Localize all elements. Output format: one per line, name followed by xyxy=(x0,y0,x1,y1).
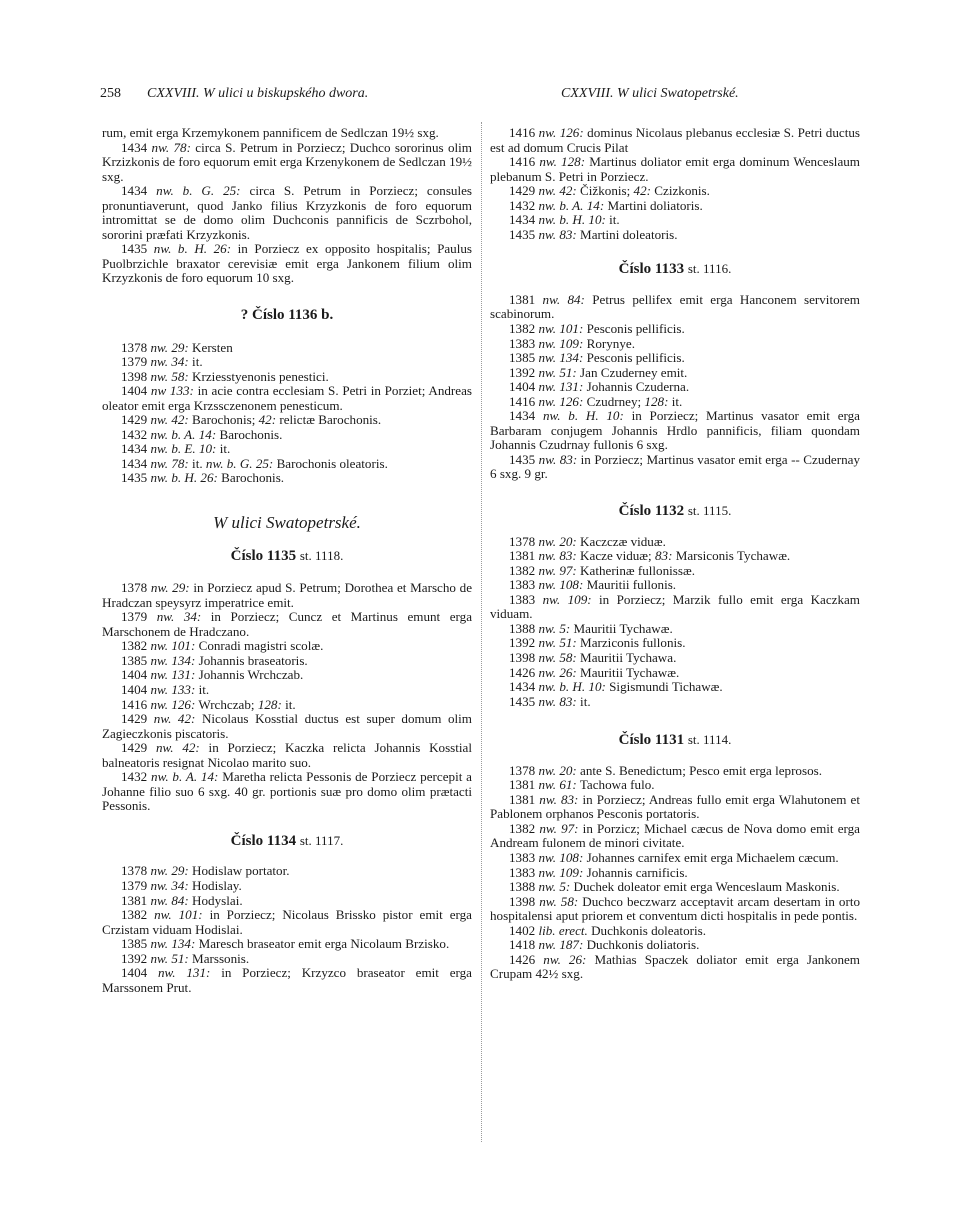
paragraph: 1435 nw. b. H. 26: in Porziecz ex opposito hospitalis; Paulus Puolbrzichle braxator cerevisiæ emit erga Jankonem filium olim Krzyzkonis de foro equorum 10 sxg. xyxy=(102,241,472,286)
entry-line: 1378 nw. 20: Kaczczæ viduæ. xyxy=(509,533,666,549)
page-number: 258 xyxy=(100,86,121,101)
entry-line: 1404 nw 133: in acie contra ecclesiam S. Petri in Porziet; Andreas oleator emit erga Krzssczenonem penesticum. xyxy=(102,383,472,413)
running-title-left: CXXVIII. W ulici u biskupského dwora. xyxy=(147,86,369,101)
entry-line: 1404 nw. 131: Johannis Czuderna. xyxy=(509,379,690,395)
entry-line: 1383 nw. 108: Johannes carnifex emit erga Michaelem cæcum. xyxy=(509,849,839,865)
entry-line: 1385 nw. 134: Johannis braseatoris. xyxy=(121,652,308,668)
entry-line: 1432 nw. b. A. 14: Barochonis. xyxy=(121,426,283,442)
entry-line: 1385 nw. 134: Maresch braseator emit erga Nicolaum Brzisko. xyxy=(121,936,450,952)
left-column xyxy=(102,126,472,995)
entry-line: 1398 nw. 58: Duchco beczwarz acceptavit arcam desertam in orto hospitalensi aput priorem et conventum dicti hospitalis in pede pontis. xyxy=(490,893,861,924)
entry-line: 1381 nw. 84: Petrus pellifex emit erga Hanconem servitorem scabinorum. xyxy=(490,291,860,322)
entry-line: 1382 nw. 101: Conradi magistri scolæ. xyxy=(121,638,324,654)
entry-line: 1435 nw. 83: Martini doleatoris. xyxy=(509,226,678,242)
entry-line: 1378 nw. 20: ante S. Benedictum; Pesco emit erga leprosos. xyxy=(509,762,822,778)
entry-line: 1435 nw. 83: in Porziecz; Martinus vasator emit erga -- Czudernay 6 sxg. 9 gr. xyxy=(490,451,860,482)
entry-line: 1381 nw. 84: Hodyslai. xyxy=(121,892,243,908)
entry-line: 1382 nw. 101: Pesconis pellificis. xyxy=(509,321,685,337)
entry-line: 1379 nw. 34: Hodislay. xyxy=(121,877,242,893)
entry-line: 1416 nw. 126: dominus Nicolaus plebanus ecclesiæ S. Petri ductus est ad domum Crucis Pilat xyxy=(490,125,860,155)
entry-line: 1383 nw. 109: in Porziecz; Marzik fullo emit erga Kaczkam viduam. xyxy=(490,591,860,622)
entry-line: 1392 nw. 51: Jan Czuderney emit. xyxy=(509,364,688,380)
entry-line: 1382 nw. 101: in Porziecz; Nicolaus Brissko pistor emit erga Crzistam viduam Hodislai. xyxy=(102,907,472,937)
entry-line: 1416 nw. 126: Wrchczab; 128: it. xyxy=(121,696,296,712)
entry-line: 1378 nw. 29: in Porziecz apud S. Petrum; Dorothea et Marscho de Hradczan speysyrz imperatrice emit. xyxy=(102,580,473,610)
entry-line: 1435 nw. b. H. 26: Barochonis. xyxy=(121,470,285,486)
entry-line: 1404 nw. 133: it. xyxy=(121,681,210,697)
right-column xyxy=(490,126,860,982)
entry-line: 1382 nw. 97: Katherinæ fullonissæ. xyxy=(509,562,695,578)
entry-line: 1404 nw. 131: Johannis Wrchczab. xyxy=(121,667,304,683)
entry-line: 1434 nw. 78: it. nw. b. G. 25: Barochonis oleatoris. xyxy=(121,455,388,471)
paragraph: rum, emit erga Krzemykonem pannificem de Sedlczan 19½ sxg. xyxy=(102,125,439,140)
entry-line: 1429 nw. 42: Čižkonis; 42: Czizkonis. xyxy=(509,183,710,199)
entry-line: 1385 nw. 134: Pesconis pellificis. xyxy=(509,350,685,366)
entry-line: 1392 nw. 51: Marssonis. xyxy=(121,950,250,966)
section-heading-1131: Číslo 1131 st. 1114. xyxy=(618,732,732,749)
entry-line: 1402 lib. erect. Duchkonis doleatoris. xyxy=(509,922,706,938)
entry-line: 1383 nw. 109: Rorynye. xyxy=(509,335,635,351)
column-divider xyxy=(481,122,482,1142)
entry-line: 1388 nw. 5: Duchek doleator emit erga Wenceslaum Maskonis. xyxy=(509,879,840,895)
entry-line: 1404 nw. 131: in Porziecz; Krzyzco braseator emit erga Marssonem Prut. xyxy=(102,965,472,995)
entry-line: 1381 nw. 61: Tachowa fulo. xyxy=(509,777,655,793)
entry-line: 1426 nw. 26: Mathias Spaczek doliator emit erga Jankonem Crupam 42½ sxg. xyxy=(490,951,860,982)
entry-line: 1432 nw. b. A. 14: Martini doliatoris. xyxy=(509,197,703,213)
entry-line: 1418 nw. 187: Duchkonis doliatoris. xyxy=(509,937,700,953)
entry-line: 1398 nw. 58: Mauritii Tychawa. xyxy=(509,649,677,665)
entry-line: 1383 nw. 108: Mauritii fullonis. xyxy=(509,577,677,593)
entry-line: 1381 nw. 83: Kacze viduæ; 83: Marsiconis Tychawæ. xyxy=(509,548,791,564)
running-title-right: CXXVIII. W ulici Swatopetrské. xyxy=(561,86,739,101)
entry-line: 1379 nw. 34: in Porziecz; Cuncz et Martinus emunt erga Marschonem de Hradczano. xyxy=(102,609,473,639)
street-heading: W ulici Swatopetrské. xyxy=(213,513,361,533)
entry-line: 1383 nw. 109: Johannis carnificis. xyxy=(509,864,688,880)
entry-line: 1381 nw. 83: in Porziecz; Andreas fullo emit erga Wlahutonem et Pablonem orphanos Pesconis portatoris. xyxy=(490,791,860,822)
entry-line: 1388 nw. 5: Mauritii Tychawæ. xyxy=(509,620,673,636)
entry-line: 1398 nw. 58: Krziesstyenonis penestici. xyxy=(121,368,329,384)
section-heading-1132: Číslo 1132 st. 1115. xyxy=(618,503,732,520)
section-heading-1136b: ? Číslo 1136 b. xyxy=(240,307,334,324)
section-heading-1134: Číslo 1134 st. 1117. xyxy=(230,832,344,849)
section-heading-1135: Číslo 1135 st. 1118. xyxy=(230,547,344,564)
entry-line: 1426 nw. 26: Mauritii Tychawæ. xyxy=(509,664,680,680)
entry-line: 1416 nw. 128: Martinus doliator emit erga dominum Wenceslaum plebanum S. Petri in Porziecz. xyxy=(490,154,860,184)
entry-line: 1392 nw. 51: Marziconis fullonis. xyxy=(509,635,686,651)
paragraph: 1434 nw. b. G. 25: circa S. Petrum in Porziecz; consules pronuntiaverunt, quod Janko filius Krzyzkonis de foro equorum intromittat se de domo olim Duchconis pannificis de Sczrbohol, sororini præfati Krzyzkonis. xyxy=(102,183,473,242)
entry-line: 1429 nw. 42: Nicolaus Kosstial ductus est super domum olim Zagieczkonis piscatoris. xyxy=(102,711,472,741)
entry-line: 1382 nw. 97: in Porzicz; Michael cæcus de Nova domo emit erga Andream fulonem de minori civitate. xyxy=(490,820,860,851)
entry-line: 1416 nw. 126: Czudrney; 128: it. xyxy=(509,393,683,409)
entry-line: 1434 nw. b. E. 10: it. xyxy=(121,441,231,457)
entry-line: 1434 nw. b. H. 10: Sigismundi Tichawæ. xyxy=(509,679,723,695)
entry-line: 1432 nw. b. A. 14: Maretha relicta Pessonis de Porziecz percepit a Johanne filio suo 6 sxg. 40 gr. portionis suæ pro domo olim prætacti Pessonis. xyxy=(102,769,472,814)
entry-line: 1434 nw. b. H. 10: in Porziecz; Martinus vasator emit erga Barbaram conjugem Johannis Hrdlo pannificis, filiam quondam Johannis Czudrnay fullonis 6 sxg. xyxy=(490,408,860,453)
running-header xyxy=(100,86,860,108)
entry-line: 1378 nw. 29: Kersten xyxy=(121,339,233,355)
entry-line: 1378 nw. 29: Hodislaw portator. xyxy=(121,863,290,879)
entry-line: 1434 nw. b. H. 10: it. xyxy=(509,212,620,228)
entry-line: 1429 nw. 42: Barochonis; 42: relictæ Barochonis. xyxy=(121,412,382,428)
entry-line: 1429 nw. 42: in Porziecz; Kaczka relicta Johannis Kosstial balneatoris resignat Nicolao marito suo. xyxy=(102,740,473,770)
paragraph: 1434 nw. 78: circa S. Petrum in Porziecz; Duchco sororinus olim Krzizkonis de foro equorum emit erga Krzenykonem de Sedlczan 19½ sxg. xyxy=(102,139,472,184)
entry-line: 1379 nw. 34: it. xyxy=(121,354,203,370)
entry-line: 1435 nw. 83: it. xyxy=(509,693,591,709)
section-heading-1133: Číslo 1133 st. 1116. xyxy=(618,261,732,278)
